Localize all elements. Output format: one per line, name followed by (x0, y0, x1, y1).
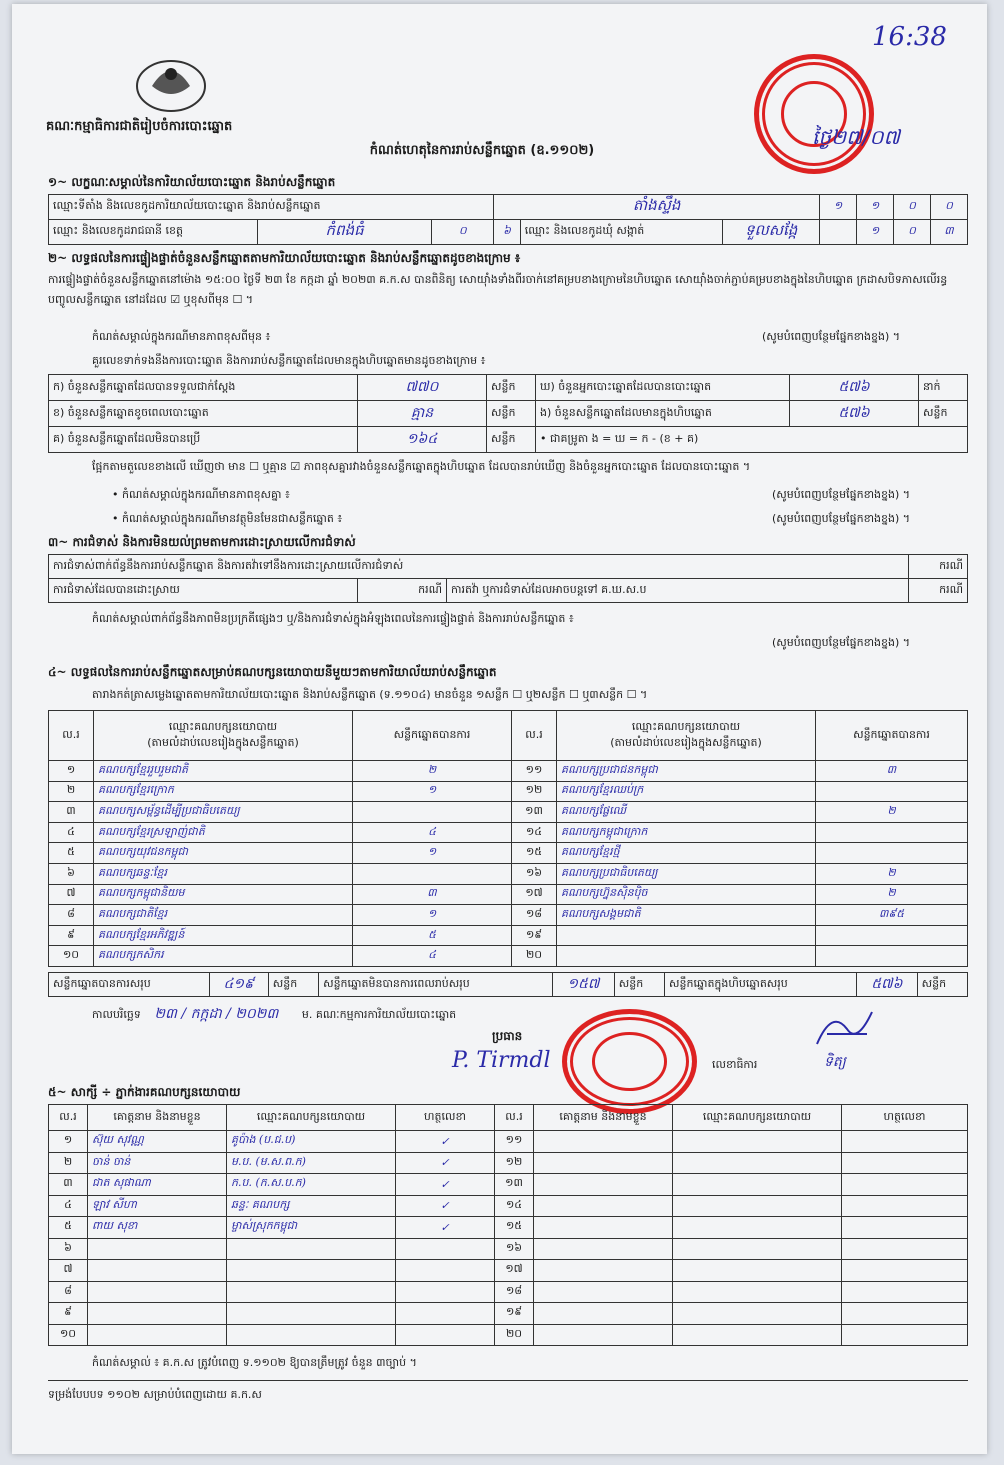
witness-name: ចាន់ ចាន់ (88, 1152, 227, 1174)
section2-title: ២~ លទ្ធផលនៃការផ្ទៀងផ្ទាត់ចំនួនសន្លឹកឆ្នោតតាមការិយាល័យបោះឆ្នោត និងរាប់សន្លឹកឆ្នោតដូចខាងក្រោម ៖ (48, 251, 521, 265)
result-votes: ៤ (353, 822, 512, 843)
witness-party (227, 1238, 396, 1260)
total-box-label: សន្លឹកឆ្នោតក្នុងហិបឆ្នោតសរុប (665, 973, 857, 997)
witness-name-right (534, 1195, 673, 1217)
witness-row (49, 1260, 968, 1282)
witness-signature: ✓ (396, 1195, 495, 1217)
section1-table (48, 194, 968, 245)
result-votes: ៤ (353, 946, 512, 967)
witness-party-right (673, 1152, 842, 1174)
witness-signature-right (842, 1195, 968, 1217)
total-box-value: ៥៧៦ (857, 973, 918, 997)
result-no-right: ១៦ (512, 863, 557, 884)
bullet-foreign-object-note: (សូមបំពេញបន្ថែមផ្នែកខាងខ្នង) ។ (772, 512, 911, 525)
witness-signature: ✓ (396, 1217, 495, 1239)
date-line (92, 1004, 456, 1025)
witness-no-right: ១៥ (495, 1217, 534, 1239)
total-invalid-unit: សន្លឹក (614, 973, 664, 997)
result-votes: ១ (353, 843, 512, 864)
col-no-right: ល.រ (512, 711, 557, 761)
province-value: កំពង់ធំ (258, 220, 432, 245)
witness-signature: ✓ (396, 1174, 495, 1196)
witness-name (88, 1238, 227, 1260)
witness-signature (396, 1324, 495, 1346)
bullet-foreign-object: • កំណត់សម្គាល់ក្នុងករណីមានវត្ថុមិនមែនជាសន្លឹកឆ្នោត ៖ (112, 512, 343, 525)
witness-party-right (673, 1195, 842, 1217)
committee-name: គណៈកម្មាធិការជាតិរៀបចំការបោះឆ្នោត (46, 119, 233, 134)
chair-signature: P. Tirmdl (452, 1048, 551, 1073)
handwritten-date: ថ្ងៃ២៧/០៧ (812, 125, 900, 149)
item-d-unit: នាក់ (919, 375, 968, 401)
col-votes: សន្លឹកឆ្នោតបានការ (353, 711, 512, 761)
witness-name-right (534, 1131, 673, 1153)
result-no-right: ១៤ (512, 822, 557, 843)
result-votes (353, 863, 512, 884)
witness-signature-right (842, 1174, 968, 1196)
item-b-unit: សន្លឹក (487, 401, 536, 427)
result-no-right: ១៣ (512, 802, 557, 823)
province-code: ០ (432, 220, 494, 245)
witness-name-right (534, 1152, 673, 1174)
witness-row (49, 1131, 968, 1153)
objection-unit: ករណី (909, 555, 968, 579)
results-table (48, 710, 968, 967)
results-row (49, 822, 968, 843)
location-code-2: ១ (857, 195, 894, 220)
witness-name: ជាត សុផាណា (88, 1174, 227, 1196)
section3-note: កំណត់សម្គាល់ពាក់ព័ន្ធនឹងភាពមិនប្រក្រតីផ្សេងៗ ឬ/និងការជំទាស់ក្នុងអំឡុងពេលនៃការផ្ទៀងផ្ទាត់ និងការរាប់សន្លឹកឆ្នោត ៖ (92, 612, 574, 625)
location-code-1: ១ (820, 195, 857, 220)
w-col-party: ឈ្មោះគណបក្សនយោបាយ (227, 1105, 396, 1131)
results-row (49, 761, 968, 782)
witness-name (88, 1281, 227, 1303)
total-valid-value: ៤១៩ (209, 973, 268, 997)
result-party-right: គណបក្សកម្ពុជាក្រោក (557, 822, 816, 843)
result-party-right: គណបក្សហ្វ៊ុនស៊ិនប៉ិច (557, 884, 816, 905)
chair-label: ប្រធាន (492, 1029, 523, 1043)
section4-title: ៤~ លទ្ធផលនៃការរាប់សន្លឹកឆ្នោតសម្រាប់គណបក្សនយោបាយនីមួយៗតាមការិយាល័យរាប់សន្លឹកឆ្នោត (48, 665, 497, 679)
witness-party-right (673, 1260, 842, 1282)
item-c-label: គ) ចំនួនសន្លឹកឆ្នោតដែលមិនបានប្រើ (49, 427, 358, 453)
witness-name: ស៊ុយ សុវណ្ណ (88, 1131, 227, 1153)
result-no: ៩ (49, 925, 94, 946)
witness-party (227, 1324, 396, 1346)
result-votes: ១ (353, 781, 512, 802)
witness-name-right (534, 1303, 673, 1325)
appeal-label: ការតវ៉ា ឬការជំទាស់ដែលអាចបន្តទៅ គ.ឃ.ស.ប (447, 579, 909, 603)
result-votes: ១ (353, 905, 512, 926)
witness-no: ៥ (49, 1217, 88, 1239)
total-invalid-label: សន្លឹកឆ្នោតមិនបានការពេលរាប់សរុប (319, 973, 553, 997)
result-no-right: ១២ (512, 781, 557, 802)
item-e-unit: សន្លឹក (919, 401, 968, 427)
witness-signature-right (842, 1260, 968, 1282)
witness-no: ៧ (49, 1260, 88, 1282)
result-votes: ២ (353, 761, 512, 782)
result-no: ៤ (49, 822, 94, 843)
witness-no-right: ១១ (495, 1131, 534, 1153)
result-party: គណបក្សខ្មែរស្រឡាញ់ជាតិ (94, 822, 353, 843)
section2-para4: ផ្អែកតាមតួលេខខាងលើ ឃើញថា មាន ☐ ឬគ្មាន ☑ ភាពខុសគ្នារវាងចំនួនសន្លឹកឆ្នោតក្នុងហិបឆ្នោត ដែលបានរាប់ឃើញ និងចំនួនអ្នកបោះឆ្នោត ដែលបានបោះឆ្នោត ។ (92, 460, 751, 473)
ballot-count-table (48, 374, 968, 453)
witness-party: ក.ប. (ក.ស.ប.ក) (227, 1174, 396, 1196)
result-party-right: គណបក្សប្រជាជនកម្ពុជា (557, 761, 816, 782)
witness-party-right (673, 1281, 842, 1303)
result-party-right (557, 925, 816, 946)
witness-party (227, 1281, 396, 1303)
commune-code-1: ១ (857, 220, 894, 245)
results-row (49, 946, 968, 967)
bullet-discrepancy-note: (សូមបំពេញបន្ថែមផ្នែកខាងខ្នង) ។ (772, 488, 911, 501)
witness-no-right: ១៣ (495, 1174, 534, 1196)
result-no: ៣ (49, 802, 94, 823)
result-party: គណបក្សកសិករ (94, 946, 353, 967)
result-no: ១ (49, 761, 94, 782)
location-label: ឈ្មោះទីតាំង និងលេខកូដការិយាល័យបោះឆ្នោត និងរាប់សន្លឹកឆ្នោត (49, 195, 494, 220)
section2-para2: កំណត់សម្គាល់ក្នុងករណីមានភាពខុសពីមុន ៖ (92, 330, 271, 343)
witness-party-right (673, 1324, 842, 1346)
witness-signature-right (842, 1217, 968, 1239)
item-d-label: ឃ) ចំនួនអ្នកបោះឆ្នោតដែលបានបោះឆ្នោត (536, 375, 790, 401)
item-a-unit: សន្លឹក (487, 375, 536, 401)
location-value: តាំងស្ទឹង (494, 195, 820, 220)
witness-party: ម្ចាស់ស្រុកកម្ពុជា (227, 1217, 396, 1239)
commune-code-2: ០ (894, 220, 931, 245)
witness-name (88, 1324, 227, 1346)
result-votes-right: ៣៩៥ (816, 905, 968, 926)
witness-name-right (534, 1324, 673, 1346)
commune-code-3: ៣ (931, 220, 968, 245)
witness-row (49, 1195, 968, 1217)
result-votes-right (816, 946, 968, 967)
results-totals (48, 972, 968, 997)
witness-no: ១០ (49, 1324, 88, 1346)
form-page (12, 4, 987, 1454)
section5-note: កំណត់សម្គាល់ ៖ គ.ក.ស ត្រូវបំពេញ ទ.១១០២ ឱ្យបានត្រឹមត្រូវ ចំនួន ៣ច្បាប់ ។ (92, 1356, 417, 1369)
witness-name-right (534, 1174, 673, 1196)
section5-title: ៥~ សាក្សី ÷ ភ្នាក់ងារគណបក្សនយោបាយ (48, 1085, 241, 1099)
witness-no: ៣ (49, 1174, 88, 1196)
witness-signature-right (842, 1238, 968, 1260)
form-title: កំណត់ហេតុនៃការរាប់សន្លឹកឆ្នោត (ឧ.១១០២) (369, 143, 595, 158)
item-a-value: ៧៧០ (358, 375, 487, 401)
witness-row (49, 1303, 968, 1325)
witness-name: ពាយ សុខា (88, 1217, 227, 1239)
secretary-name: ទិត្យ (824, 1054, 846, 1070)
witness-signature-right (842, 1281, 968, 1303)
section2-para3: គួរលេខទាក់ទងនឹងការបោះឆ្នោត និងការរាប់សន្លឹកឆ្នោតដែលមានក្នុងហិបឆ្នោតមានដូចខាងក្រោម ៖ (92, 354, 486, 367)
witness-signature (396, 1281, 495, 1303)
witness-party: គូប៉ាង (ប.ជ.ប) (227, 1131, 396, 1153)
witness-signature-right (842, 1152, 968, 1174)
result-party-right: គណបក្សផ្លែឈើ (557, 802, 816, 823)
witness-name-right (534, 1217, 673, 1239)
item-b-value: គ្មាន (358, 401, 487, 427)
witness-row (49, 1174, 968, 1196)
w-col-sig-right: ហត្ថលេខា (842, 1105, 968, 1131)
committee-stamp (562, 1009, 697, 1114)
commune-label: ឈ្មោះ និងលេខកូដឃុំ សង្កាត់ (520, 220, 723, 245)
resolved-unit: ករណី (358, 579, 447, 603)
witness-party: ម.ប. (ម.ស.ព.ក) (227, 1152, 396, 1174)
result-no: ១០ (49, 946, 94, 967)
witness-signature-right (842, 1131, 968, 1153)
witness-no-right: ១៦ (495, 1238, 534, 1260)
col-party-right: ឈ្មោះគណបក្សនយោបាយ (តាមលំដាប់លេខរៀងក្នុងសន្លឹកឆ្នោត) (557, 711, 816, 761)
committee-line: ម. គណៈកម្មការការិយាល័យបោះឆ្នោត (301, 1008, 457, 1021)
witness-no: ៦ (49, 1238, 88, 1260)
witness-party-right (673, 1131, 842, 1153)
witness-no-right: ១៤ (495, 1195, 534, 1217)
result-party-right: គណបក្សខ្មែរឈប់ក្រ (557, 781, 816, 802)
results-row (49, 863, 968, 884)
witness-no-right: ១៩ (495, 1303, 534, 1325)
results-row (49, 884, 968, 905)
witness-name-right (534, 1238, 673, 1260)
result-no: ៦ (49, 863, 94, 884)
total-valid-label: សន្លឹកឆ្នោតបានការសរុប (49, 973, 210, 997)
w-col-name: គោត្តនាម និងនាមខ្លួន (88, 1105, 227, 1131)
objection-table (48, 554, 968, 603)
w-col-no: ល.រ (49, 1105, 88, 1131)
col-party: ឈ្មោះគណបក្សនយោបាយ (តាមលំដាប់លេខរៀងក្នុងសន្លឹកឆ្នោត) (94, 711, 353, 761)
item-c-unit: សន្លឹក (487, 427, 536, 453)
result-votes-right (816, 781, 968, 802)
result-party-right (557, 946, 816, 967)
result-no-right: ១៨ (512, 905, 557, 926)
w-col-party-right: ឈ្មោះគណបក្សនយោបាយ (673, 1105, 842, 1131)
secretary-label: លេខាធិការ (712, 1058, 758, 1071)
result-votes-right (816, 843, 968, 864)
result-no: ៧ (49, 884, 94, 905)
witness-no: ៨ (49, 1281, 88, 1303)
footer-text: ទម្រង់បែបបទ ១១០២ សម្រាប់បំពេញដោយ គ.ក.ស (48, 1388, 262, 1401)
result-votes-right: ២ (816, 802, 968, 823)
item-d-value: ៥៧៦ (790, 375, 919, 401)
result-party-right: គណបក្សប្រជាធិបតេយ្យ (557, 863, 816, 884)
footer-divider (48, 1380, 968, 1381)
result-votes-right: ២ (816, 884, 968, 905)
witness-row (49, 1281, 968, 1303)
witness-no: ១ (49, 1131, 88, 1153)
date-prefix: កាលបរិច្ឆេទ (92, 1008, 141, 1021)
witness-no-right: ២០ (495, 1324, 534, 1346)
witness-signature: ✓ (396, 1152, 495, 1174)
w-col-sig: ហត្ថលេខា (396, 1105, 495, 1131)
result-party: គណបក្សខ្មែររួបរួមជាតិ (94, 761, 353, 782)
witness-party-right (673, 1174, 842, 1196)
section2-para2-note: (សូមបំពេញបន្ថែមផ្នែកខាងខ្នង) ។ (762, 330, 901, 343)
witness-party (227, 1303, 396, 1325)
item-b-label: ខ) ចំនួនសន្លឹកឆ្នោតខូចពេលបោះឆ្នោត (49, 401, 358, 427)
result-party: គណបក្សខ្មែរអភិវឌ្ឍន៍ (94, 925, 353, 946)
result-votes: ៣ (353, 884, 512, 905)
result-votes-right (816, 925, 968, 946)
appeal-unit: ករណី (909, 579, 968, 603)
result-no-right: ១៧ (512, 884, 557, 905)
item-a-label: ក) ចំនួនសន្លឹកឆ្នោតដែលបានទទួលជាក់ស្តែង (49, 375, 358, 401)
witness-signature-right (842, 1303, 968, 1325)
commune-value: ទួលសង្កែ (723, 220, 820, 245)
witness-name-right (534, 1260, 673, 1282)
official-stamp (754, 54, 874, 174)
witness-row (49, 1152, 968, 1174)
location-code-4: ០ (931, 195, 968, 220)
witness-signature (396, 1260, 495, 1282)
results-row (49, 925, 968, 946)
commune-code-blank (820, 220, 857, 245)
witness-party-right (673, 1217, 842, 1239)
result-party: គណបក្សឆន្ទៈខ្មែរ (94, 863, 353, 884)
witness-party-right (673, 1303, 842, 1325)
item-c-value: ១៦៤ (358, 427, 487, 453)
w-col-no-right: ល.រ (495, 1105, 534, 1131)
result-votes: ៥ (353, 925, 512, 946)
result-no-right: ១៩ (512, 925, 557, 946)
witness-signature: ✓ (396, 1131, 495, 1153)
results-row (49, 843, 968, 864)
result-party: គណបក្សសម្ព័ន្ធដើម្បីប្រជាធិបតេយ្យ (94, 802, 353, 823)
witness-no-right: ១៨ (495, 1281, 534, 1303)
result-no-right: ២០ (512, 946, 557, 967)
witness-name: ឡាវ សីហា (88, 1195, 227, 1217)
result-votes-right (816, 822, 968, 843)
item-e-label: ង) ចំនួនសន្លឹកឆ្នោតដែលមានក្នុងហិបឆ្នោត (536, 401, 790, 427)
result-votes-right: ២ (816, 863, 968, 884)
witness-row (49, 1217, 968, 1239)
province-code-2: ៦ (494, 220, 520, 245)
results-row (49, 905, 968, 926)
witness-party: ឆន្ទៈ គណបក្ស (227, 1195, 396, 1217)
result-no-right: ១១ (512, 761, 557, 782)
location-code-3: ០ (894, 195, 931, 220)
result-party: គណបក្សកម្ពុជានិយម (94, 884, 353, 905)
total-invalid-value: ១៥៧ (553, 973, 615, 997)
witness-name (88, 1303, 227, 1325)
w-col-name-right: គោត្តនាម និងនាមខ្លួន (534, 1105, 673, 1131)
result-party-right: គណបក្សខ្មែរថ្មី (557, 843, 816, 864)
witness-no: ២ (49, 1152, 88, 1174)
resolved-label: ការជំទាស់ដែលបានដោះស្រាយ (49, 579, 358, 603)
witness-party-right (673, 1238, 842, 1260)
witness-row (49, 1238, 968, 1260)
results-row (49, 781, 968, 802)
witness-table (48, 1104, 968, 1346)
witness-signature-right (842, 1324, 968, 1346)
date-value: ២៣ / កក្កដា / ២០២៣ (154, 1006, 279, 1022)
emblem-icon (132, 52, 210, 114)
section3-note2: (សូមបំពេញបន្ថែមផ្នែកខាងខ្នង) ។ (772, 636, 911, 649)
col-votes-right: សន្លឹកឆ្នោតបានការ (816, 711, 968, 761)
witness-no-right: ១២ (495, 1152, 534, 1174)
section4-subtitle: តារាងកត់ត្រាសម្លេងឆ្នោតតាមការិយាល័យបោះឆ្នោត និងរាប់សន្លឹកឆ្នោត (ទ.១១០៤) មានចំនួន ១សន្លឹក ☐ ឬ២សន្លឹក ☐ ឬ៣សន្លឹក ☐ ។ (92, 688, 648, 701)
result-votes-right: ៣ (816, 761, 968, 782)
section1-title: ១~ លក្ខណៈសម្គាល់នៃការិយាល័យបោះឆ្នោត និងរាប់សន្លឹកឆ្នោត (48, 175, 336, 189)
witness-no-right: ១៧ (495, 1260, 534, 1282)
witness-party (227, 1260, 396, 1282)
section3-title: ៣~ ការជំទាស់ និងការមិនយល់ព្រមតាមការដោះស្រាយលើការជំទាស់ (48, 535, 356, 549)
bullet-discrepancy: • កំណត់សម្គាល់ក្នុងករណីមានភាពខុសគ្នា ៖ (112, 488, 290, 501)
witness-signature (396, 1238, 495, 1260)
result-party: គណបក្សខ្មែរក្រោក (94, 781, 353, 802)
result-party: គណបក្សយុវជនកម្ពុជា (94, 843, 353, 864)
result-no: ៥ (49, 843, 94, 864)
result-party: គណបក្សជាតិខ្មែរ (94, 905, 353, 926)
witness-name-right (534, 1281, 673, 1303)
total-valid-unit: សន្លឹក (268, 973, 318, 997)
col-no: ល.រ (49, 711, 94, 761)
result-no: ៨ (49, 905, 94, 926)
result-party-right: គណបក្សសង្គមជាតិ (557, 905, 816, 926)
objection-label: ការជំទាស់ពាក់ព័ន្ធនឹងការរាប់សន្លឹកឆ្នោត និងការតវ៉ាទៅនឹងការដោះស្រាយលើការជំទាស់ (49, 555, 909, 579)
result-no: ២ (49, 781, 94, 802)
handwritten-time: 16:38 (872, 22, 947, 52)
results-row (49, 802, 968, 823)
result-no-right: ១៥ (512, 843, 557, 864)
formula: • ជាគម្រូតា ង = ឃ = ក - (ខ + គ) (536, 427, 968, 453)
total-box-unit: សន្លឹក (917, 973, 967, 997)
section2-para1: ការផ្ទៀងផ្ទាត់ចំនួនសន្លឹកឆ្នោតនៅម៉ោង ១៥:០០ ថ្ងៃទី ២៣ ខែ កក្កដា ឆ្នាំ ២០២៣ គ.ក.ស បានពិនិត្យ សោយ៉ាំងទាំងពីរចាក់នៅគម្របខាងក្រោមនៃហិបឆ្នោត សោយ៉ាំងចាក់ភ្ជាប់គម្របខាងក្នុងនៃហិបឆ្នោត ក្រដាសបិទភាសលើរន្ធបញ្ចូលសន្លឹកឆ្នោត នៅដដែល ☑ ឬខុសពីមុន ☐ ។ (48, 273, 948, 306)
witness-row (49, 1324, 968, 1346)
witness-signature (396, 1303, 495, 1325)
item-e-value: ៥៧៦ (790, 401, 919, 427)
result-votes (353, 802, 512, 823)
witness-no: ៤ (49, 1195, 88, 1217)
witness-name (88, 1260, 227, 1282)
witness-no: ៩ (49, 1303, 88, 1325)
province-label: ឈ្មោះ និងលេខកូដរាជធានី ខេត្ត (49, 220, 258, 245)
secretary-signature-icon (812, 1004, 882, 1054)
